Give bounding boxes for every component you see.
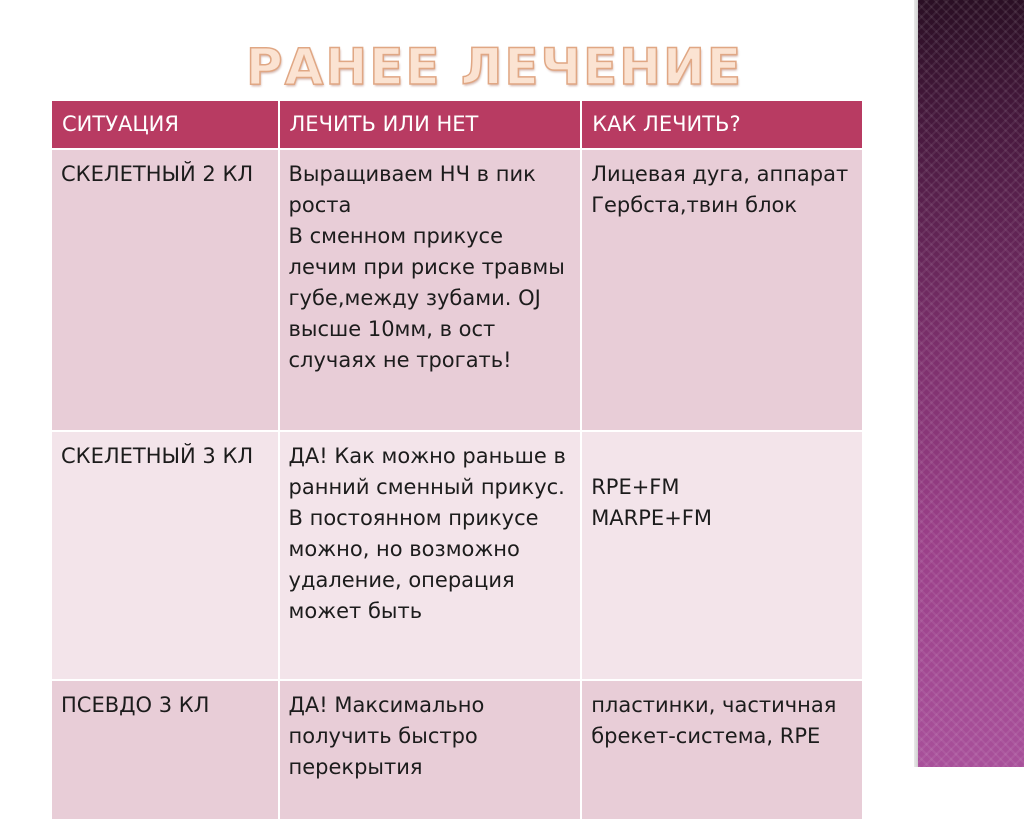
cell-situation: СКЕЛЕТНЫЙ 2 КЛ (51, 149, 279, 431)
cell-line: RPE+FM (591, 475, 680, 499)
cell-line: В сменном прикусе лечим при риске травмы губе,между зубами. OJ высше 10мм, в ост случаях не трогать! (288, 224, 565, 372)
cell-situation: ПСЕВДО 3 КЛ (51, 680, 279, 820)
cell-treat (279, 431, 582, 680)
cell-how (581, 149, 863, 431)
slide-title: РАНЕЕ ЛЕЧЕНИЕ (246, 38, 743, 96)
header-treat-or-not: ЛЕЧИТЬ ИЛИ НЕТ (279, 100, 582, 149)
table-row (51, 149, 863, 431)
cell-treat (279, 680, 582, 820)
table-header-row (51, 100, 863, 149)
header-how-to-treat: КАК ЛЕЧИТЬ? (581, 100, 863, 149)
cell-line: ДА! Максимально получить быстро перекрытия (288, 693, 485, 779)
cell-line: Лицевая дуга, аппарат Гербста,твин блок (591, 162, 849, 217)
cell-line: пластинки, частичная брекет-система, RPE (591, 693, 837, 748)
cell-treat (279, 149, 582, 431)
cell-situation: СКЕЛЕТНЫЙ 3 КЛ (51, 431, 279, 680)
table-row (51, 680, 863, 820)
cell-line: Выращиваем НЧ в пик роста (288, 162, 536, 217)
table-row (51, 431, 863, 680)
cell-line (591, 441, 853, 472)
cell-line: MARPE+FM (591, 506, 712, 530)
side-band-pattern (918, 0, 1024, 767)
cell-line: ДА! Как можно раньше в ранний сменный прикус. В постоянном прикусе можно, но возможно удаление, операция может быть (288, 444, 566, 623)
treatment-table (50, 99, 864, 821)
header-situation: СИТУАЦИЯ (51, 100, 279, 149)
cell-how (581, 431, 863, 680)
decorative-side-band (914, 0, 1024, 767)
cell-how (581, 680, 863, 820)
